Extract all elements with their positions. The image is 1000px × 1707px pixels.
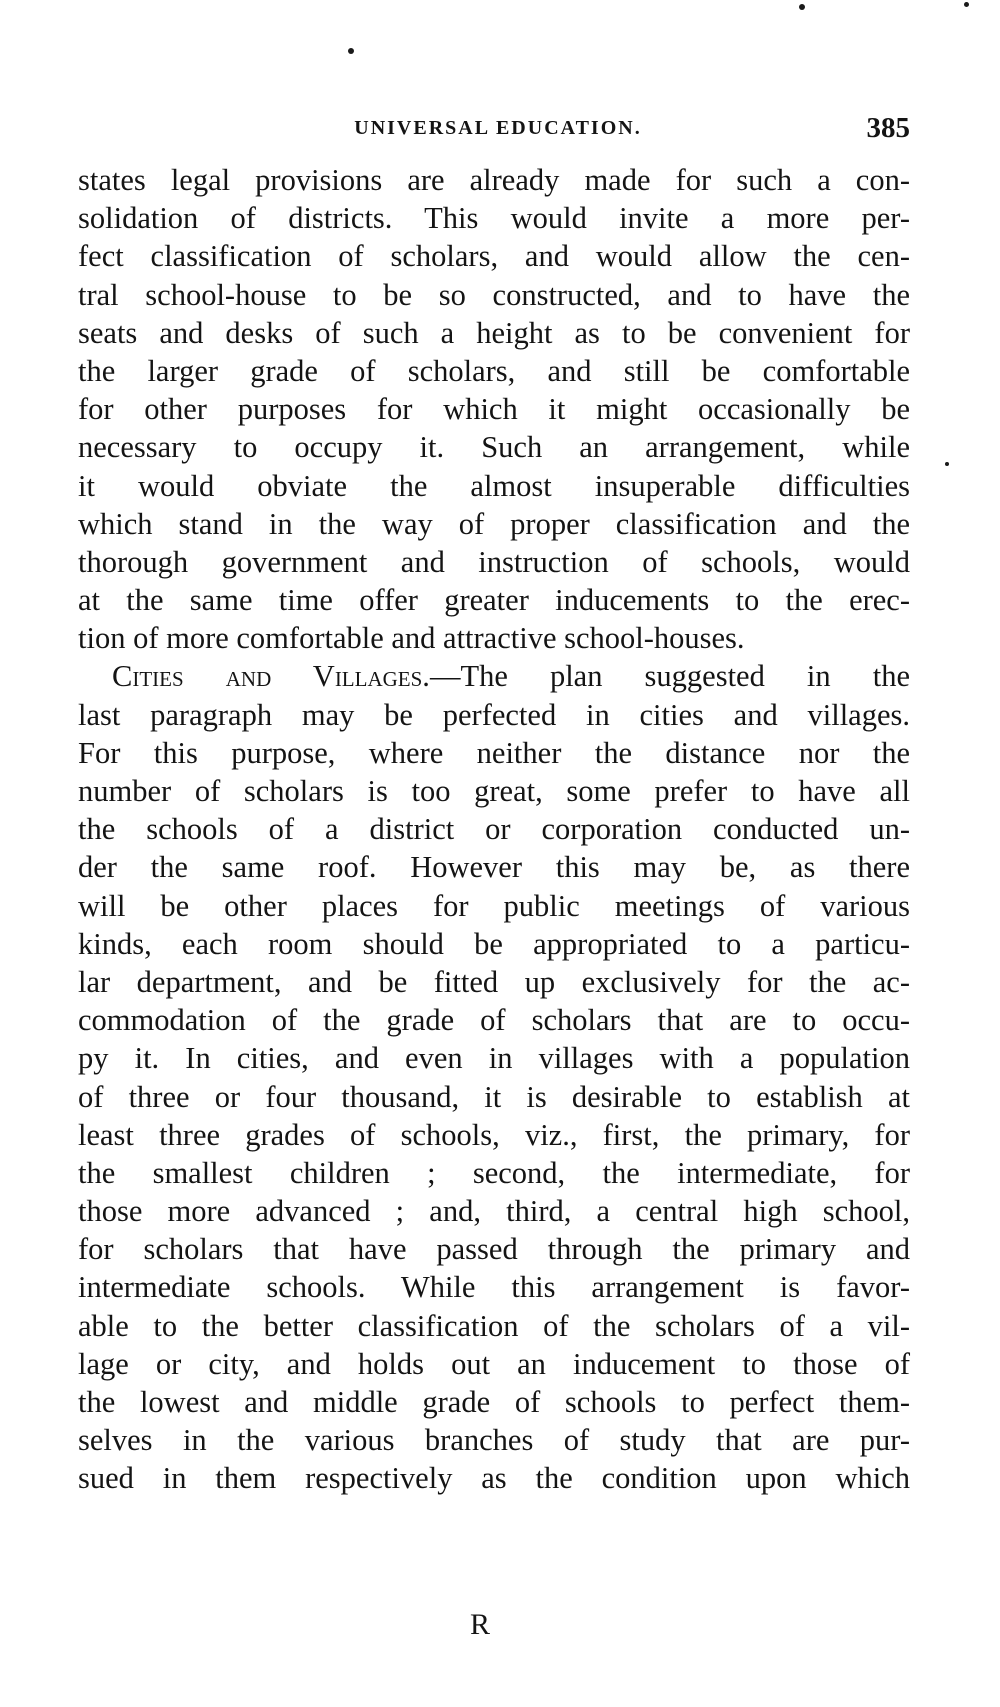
text-line: last paragraph may be perfected in cities and villages. xyxy=(78,697,910,732)
speck-mark xyxy=(799,4,805,10)
text-line: intermediate schools. While this arrangement is favor- xyxy=(78,1270,910,1305)
text-line: for scholars that have passed through the primary and xyxy=(78,1232,910,1267)
text-line: which stand in the way of proper classification and the xyxy=(78,506,910,541)
text-line: those more advanced ; and, third, a central high school, xyxy=(78,1194,910,1229)
section-opening-line xyxy=(78,657,910,695)
text-line: solidation of districts. This would invite a more per- xyxy=(78,201,910,236)
text-line: it would obviate the almost insuperable difficulties xyxy=(78,468,910,503)
text-line: tral school-house to be so constructed, and to have the xyxy=(78,277,910,312)
text-line: py it. In cities, and even in villages with a population xyxy=(78,1041,910,1076)
text-line: at the same time offer greater inducements to the erec- xyxy=(78,583,910,618)
text-line: for other purposes for which it might occasionally be xyxy=(78,392,910,427)
running-title: UNIVERSAL EDUCATION. xyxy=(354,117,642,139)
text-line: able to the better classification of the scholars of a vil- xyxy=(78,1308,910,1343)
running-head xyxy=(78,112,910,157)
speck-mark xyxy=(964,2,969,7)
text-line: least three grades of schools, viz., first, the primary, for xyxy=(78,1117,910,1152)
text-line: the larger grade of scholars, and still be comfortable xyxy=(78,353,910,388)
speck-mark xyxy=(348,48,354,54)
text-line: fect classification of scholars, and would allow the cen- xyxy=(78,239,910,274)
text-line: necessary to occupy it. Such an arrangement, while xyxy=(78,430,910,465)
text-line: lar department, and be fitted up exclusively for the ac- xyxy=(78,964,910,999)
text-line: the schools of a district or corporation conducted un- xyxy=(78,812,910,847)
text-line: seats and desks of such a height as to be convenient for xyxy=(78,315,910,350)
text-line: the lowest and middle grade of schools to perfect them- xyxy=(78,1385,910,1419)
text-line: of three or four thousand, it is desirable to establish at xyxy=(78,1079,910,1114)
speck-mark xyxy=(945,462,949,466)
text-line: selves in the various branches of study that are pur- xyxy=(78,1423,910,1458)
text-line: lage or city, and holds out an inducement to those of xyxy=(78,1346,910,1381)
text-line: sued in them respectively as the condition upon which xyxy=(78,1461,910,1496)
text-line: commodation of the grade of scholars that are to occu- xyxy=(78,1003,910,1038)
text-line: the smallest children ; second, the intermediate, for xyxy=(78,1155,910,1190)
text-line: tion of more comfortable and attractive school-houses. xyxy=(78,621,745,656)
page-number: 385 xyxy=(866,112,910,144)
text-line: der the same roof. However this may be, as there xyxy=(78,850,910,885)
signature-mark: R xyxy=(469,1608,490,1641)
text-line: For this purpose, where neither the distance nor the xyxy=(78,735,910,770)
text-line: will be other places for public meetings of various xyxy=(78,888,910,923)
body-text xyxy=(78,161,910,1498)
text-line-rest: —The plan suggested in the xyxy=(429,659,911,694)
text-line: thorough government and instruction of schools, would xyxy=(78,544,910,579)
text-line: number of scholars is too great, some prefer to have all xyxy=(78,774,910,808)
section-heading: Cities and Villages. xyxy=(112,659,430,694)
text-line: kinds, each room should be appropriated to a particu- xyxy=(78,926,910,961)
text-line: states legal provisions are already made for such a con- xyxy=(78,163,910,197)
